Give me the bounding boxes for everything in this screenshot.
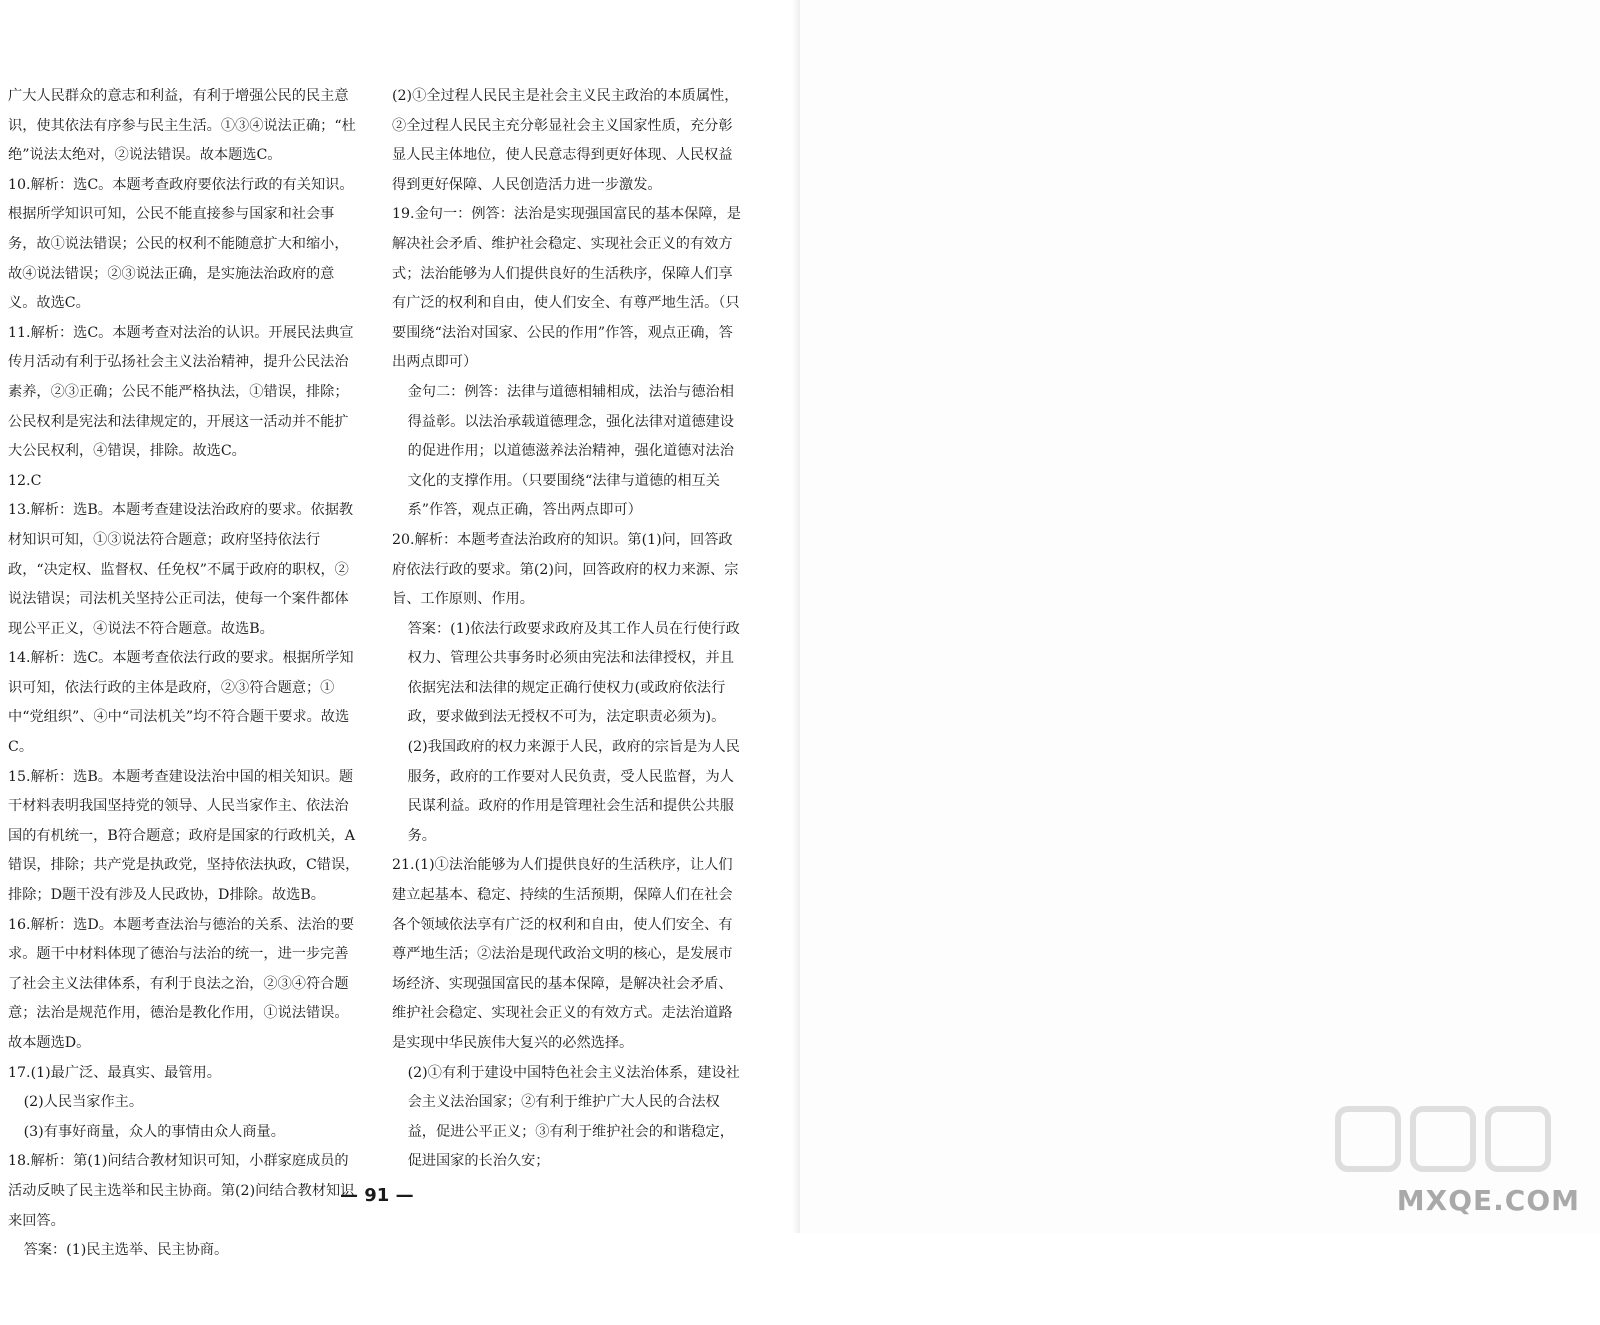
answer-17-3: (3)有事好商量，众人的事情由众人商量。 xyxy=(23,1123,285,1140)
answer-20: 20.解析：本题考查法治政府的知识。第(1)问，回答政府依法行政的要求。第(2)问，回答政府的权力来源、宗旨、工作原则、作用。 xyxy=(392,531,739,608)
answer-16: 16.解析：选D。本题考查法治与德治的关系、法治的要求。题干中材料体现了德治与法治的统一，进一步完善了社会主义法律体系，有利于良法之治，②③④符合题意；法治是规范作用，德治是教化作用，①说法错误。故本题选D。 xyxy=(8,916,355,1051)
answer-19-quote2: 金句二：例答：法律与道德相辅相成，法治与德治相得益彰。以法治承载道德理念，强化法律对道德建设的促进作用；以道德滋养法治精神，强化道德对法治文化的支撑作用。（只要围绕“法律与道德的相互关系”作答，观点正确，答出两点即可） xyxy=(407,383,734,519)
answer-17-2: (2)人民当家作主。 xyxy=(23,1094,144,1111)
answer-12: 12.C xyxy=(8,472,42,489)
answer-21-1: 21.(1)①法治能够为人们提供良好的生活秩序，让人们建立起基本、稳定、持续的生活预期，保障人们在社会各个领域依法享有广泛的权利和自由，使人们安全、有尊严地生活；②法治是现代政治文明的核心，是发展市场经济、实现强国富民的基本保障，是解决社会矛盾、维护社会稳定、实现社会正义的有效方式。走法治道路是实现中华民族伟大复兴的必然选择。 xyxy=(392,857,733,1051)
answer-17-1: 17.(1)最广泛、最真实、最管用。 xyxy=(8,1064,221,1081)
left-column-2 xyxy=(392,82,742,1177)
text-paragraph: 广大人民群众的意志和利益，有利于增强公民的民主意识，使其依法有序参与民主生活。①③④说法正确；“杜绝”说法太绝对，②说法错误。故本题选C。 xyxy=(8,88,356,164)
answer-14: 14.解析：选C。本题考查依法行政的要求。根据所学知识可知，依法行政的主体是政府，②③符合题意；①中“党组织”、④中“司法机关”均不符合题干要求。故选C。 xyxy=(8,650,354,756)
answer-18: 18.解析：第(1)问结合教材知识可知，小群家庭成员的活动反映了民主选举和民主协商。第(2)问结合教材知识来回答。 xyxy=(8,1153,355,1229)
answer-20-2: (2)我国政府的权力来源于人民，政府的宗旨是为人民服务，政府的工作要对人民负责，受人民监督，为人民谋利益。政府的作用是管理社会生活和提供公共服务。 xyxy=(407,739,740,844)
left-column-1 xyxy=(8,82,360,1266)
answer-13: 13.解析：选B。本题考查建设法治政府的要求。依据教材知识可知，①③说法符合题意；政府坚持依法行政，“决定权、监督权、任免权”不属于政府的职权，②说法错误；司法机关坚持公正司法，使每一个案件都体现公平正义，④说法不符合题意。故选B。 xyxy=(8,502,354,637)
answer-15: 15.解析：选B。本题考查建设法治中国的相关知识。题干材料表明我国坚持党的领导、人民当家作主、依法治国的有机统一，B符合题意；政府是国家的行政机关，A错误，排除；共产党是执政党，坚持依法执政，C错误，排除；D题干没有涉及人民政协，D排除。故选B。 xyxy=(8,768,360,904)
answer-19-quote1: 19.金句一：例答：法治是实现强国富民的基本保障，是解决社会矛盾、维护社会稳定、实现社会正义的有效方式；法治能够为人们提供良好的生活秩序，保障人们享有广泛的权利和自由，使人们安全、有尊严地生活。（只要围绕“法治对国家、公民的作用”作答，观点正确，答出两点即可） xyxy=(392,206,741,371)
answer-21-2: (2)①有利于建设中国特色社会主义法治体系，建设社会主义法治国家；②有利于维护广大人民的合法权益，促进公平正义；③有利于维护社会的和谐稳定，促进国家的长治久安； xyxy=(407,1064,740,1170)
watermark-text: MXQE.COM xyxy=(1396,1184,1580,1217)
answer-18-2: (2)①全过程人民民主是社会主义民主政治的本质属性，②全过程人民民主充分彰显社会主义国家性质，充分彰显人民主体地位，使人民意志得到更好体现、人民权益得到更好保障、人民创造活力进一步激发。 xyxy=(392,88,739,193)
answer-18-key: 答案：(1)民主选举、民主协商。 xyxy=(23,1242,229,1259)
answer-11: 11.解析：选C。本题考查对法治的认识。开展民法典宣传月活动有利于弘扬社会主义法治精神，提升公民法治素养，②③正确；公民不能严格执法，①错误，排除；公民权利是宪法和法律规定的，开展这一活动并不能扩大公民权利，④错误，排除。故选C。 xyxy=(8,324,354,460)
right-page xyxy=(800,0,1600,1233)
left-page xyxy=(0,0,800,1259)
answer-10: 10.解析：选C。本题考查政府要依法行政的有关知识。根据所学知识可知，公民不能直接参与国家和社会事务，故①说法错误；公民的权利不能随意扩大和缩小，故④说法错误；②③说法正确，是实施法治政府的意义。故选C。 xyxy=(8,176,354,312)
answer-20-key: 答案：(1)依法行政要求政府及其工作人员在行使行政权力、管理公共事务时必须由宪法和法律授权，并且依据宪法和法律的规定正确行使权力(或政府依法行政，要求做到法无授权不可为，法定职责必须为)。 xyxy=(407,620,740,726)
page-number: — 91 — xyxy=(340,1185,414,1206)
